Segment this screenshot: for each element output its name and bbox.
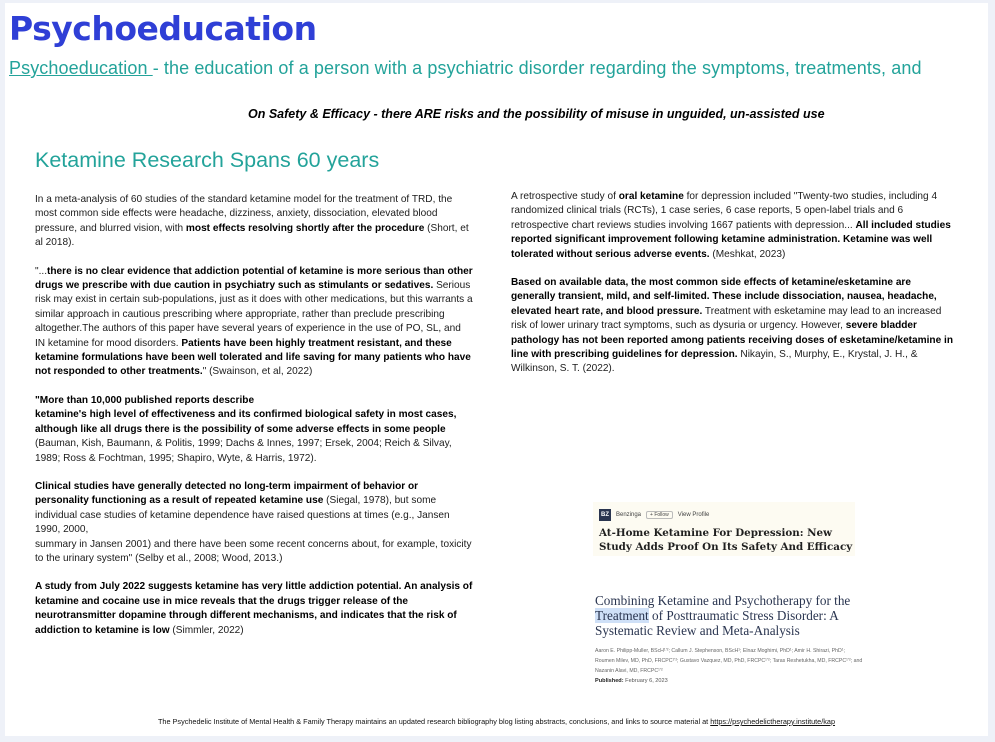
news-source-bar: [599, 508, 709, 522]
definition-text: - the education of a person with a psychiatric disorder regarding the symptoms, treatments, and: [152, 58, 922, 78]
paper-published: Published: February 6, 2023: [595, 678, 668, 685]
view-profile-link[interactable]: View Profile: [677, 512, 710, 518]
psychoeducation-link[interactable]: Psychoeducation: [9, 58, 153, 78]
news-source-name: Benzinga: [616, 512, 642, 518]
left-column: [35, 193, 473, 652]
footer-note: The Psychedelic Institute of Mental Health & Family Therapy maintains an updated research bibliography blog listing abstracts, conclusions, and links to source material at https://psychedelictherapy.institute/kap: [157, 717, 836, 726]
definition-line: [9, 58, 922, 79]
section-heading: Ketamine Research Spans 60 years: [35, 148, 380, 172]
slide-page: [5, 3, 988, 736]
page-title: Psychoeducation: [9, 9, 317, 48]
benzinga-news-card: [593, 502, 855, 556]
july-2022-study-paragraph: A study from July 2022 suggests ketamine has very little addiction potential. An analysis of ketamine and cocaine use in mice reveals that the drugs trigger release of the neurotransmitter dopamine through different mechanisms, and indicates that the risk of addiction to ketamine is low (Simmler, 2022): [35, 581, 473, 636]
safety-efficacy-note: On Safety & Efficacy - there ARE risks and the possibility of misuse in unguided, un-assisted use: [248, 107, 825, 121]
bibliography-link[interactable]: https://psychedelictherapy.institute/kap: [710, 717, 836, 726]
published-reports-paragraph: "More than 10,000 published reports describe ketamine's high level of effectiveness and its confirmed biological safety in most cases, although like all drugs there is the possibility of some adverse effects in some people (Bauman, Kish, Baumann, & Politis, 1999; Dachs & Innes, 1997; Ersek, 2004; Reich & Silvay, 1989; Ross & Fochtman, 1995; Shapiro, Wyte, & Harris, 1972).: [35, 394, 457, 464]
right-column: [511, 190, 957, 391]
oral-ketamine-paragraph: A retrospective study of oral ketamine for depression included "Twenty-two studies, including 4 randomized clinical trials (RCTs), 1 case series, 6 case reports, 5 open-label trials and 6 retrospective chart reviews studies involving 1667 patients with depression... All included studies reported significant improvement following ketamine administration. Ketamine was well tolerated without serious adverse events. (Meshkat, 2023): [511, 191, 951, 260]
meta-analysis-paragraph: In a meta-analysis of 60 studies of the standard ketamine model for the treatment of TRD, the most common side effects were headache, dizziness, anxiety, dissociation, elevated blood pressure, and blurred vision, with most effects resolving shortly after the procedure (Short, et al 2018).: [35, 194, 469, 249]
highlighted-word: Treatment: [595, 607, 649, 623]
paper-card: [595, 594, 865, 684]
paper-title: Combining Ketamine and Psychotherapy for the Treatment of Posttraumatic Stress Disorder: A Systematic Review and Meta-Analysis: [595, 593, 851, 638]
paper-authors: Aaron E. Philipp-Muller, BScH¹’²; Callum J. Stephenson, BScH¹; Elnaz Moghimi, PhD¹; Amir H. Shirazi, PhD¹; Roumen Milev, MD, PhD, FRCPC¹’²; Gustavo Vazquez, MD, PhD, FRCPC¹’²; Taras Reshetukha, MD, FRCPC¹’²; and Nazanin Alavi, MD, FRCPC¹’²: [595, 648, 863, 675]
news-headline: At-Home Ketamine For Depression: New Study Adds Proof On Its Safety And Efficacy: [599, 527, 853, 553]
side-effects-paragraph: Based on available data, the most common side effects of ketamine/esketamine are generally transient, mild, and self-limited. These include dissociation, nausea, headache, elevated heart rate, and blood pressure. Treatment with esketamine may lead to an increased risk of lower urinary tract symptoms, such as dysuria or urgency. However, severe bladder pathology has not been reported among patients receiving doses of esketamine/ketamine in line with prescribing guidelines for depression. Nikayin, S., Murphy, E., Krystal, J. H., & Wilkinson, S. T. (2022).: [511, 277, 953, 375]
clinical-studies-paragraph: Clinical studies have generally detected no long-term impairment of behavior or personality functioning as a result of repeated ketamine use (Siegal, 1978), but some individual case studies of ketamine dependence have raised questions at times (e.g., Jansen 1990, 2000, summary in Jansen 2001) and there have been some recent concerns about, for example, toxicity to the urinary system" (Selby et al., 2008; Wood, 2013.): [35, 480, 472, 564]
addiction-potential-paragraph: "...there is no clear evidence that addiction potential of ketamine is more serious than other drugs we prescribe with due caution in psychiatry such as stimulants or sedatives. Serious risk may exist in certain sub-populations, just as it does with other medications, but this warrants a similar approach in cautious prescribing where appropriate, rather than preclude prescribing altogether.The authors of this paper have several years of experience in the use of PO, SL, and IN ketamine for mood disorders. Patients have been highly treatment resistant, and these ketamine formulations have been well tolerated and life saving for many patients who have not responded to other treatments." (Swainson, et al, 2022): [35, 265, 473, 378]
follow-button[interactable]: + Follow: [646, 511, 673, 519]
benzinga-logo-icon: BZ: [599, 509, 611, 521]
